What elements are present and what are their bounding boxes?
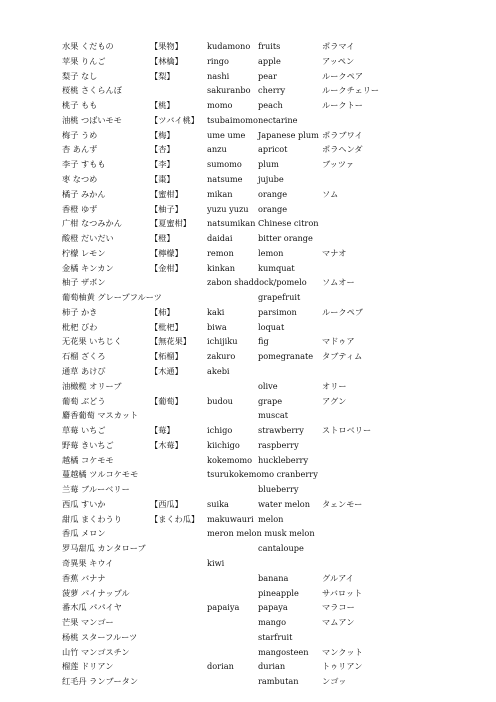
- romaji-cell: zakuro: [207, 351, 236, 362]
- romaji-cell: kudamono: [207, 41, 251, 51]
- english-cell: loquat: [258, 321, 285, 332]
- english-cell: blueberry: [258, 484, 299, 495]
- katakana-cell: ルークペブ: [322, 306, 363, 317]
- romaji-cell: ichigo: [207, 425, 233, 435]
- chinese-japanese-cell: 葡萄柚黄 グレープフルーツ: [62, 292, 162, 303]
- romaji-cell: sakuranbo: [207, 85, 251, 96]
- katakana-cell: ソムオー: [322, 277, 355, 288]
- chinese-japanese-cell: 红毛丹 ランブータン: [62, 676, 139, 687]
- english-cell: rambutan: [258, 676, 299, 687]
- romaji-cell: tsubaimomo: [207, 114, 258, 125]
- fruit-row: [0, 172, 496, 186]
- kanji-cell: 【李】: [150, 159, 175, 170]
- english-cell: cherry: [258, 85, 286, 96]
- fruit-row: [0, 556, 496, 570]
- chinese-japanese-cell: 柚子 ザボン: [62, 277, 106, 288]
- english-cell: grapefruit: [258, 292, 301, 303]
- english-cell: pomegranate: [258, 351, 314, 362]
- fruit-row: [0, 659, 496, 673]
- chinese-japanese-cell: 桜桃 さくらんぼ: [62, 85, 122, 96]
- chinese-japanese-cell: 梨子 なし: [62, 70, 98, 81]
- romaji-cell: kiwi: [207, 557, 225, 568]
- fruit-row: [0, 541, 496, 555]
- english-cell: starfruit: [258, 631, 293, 642]
- kanji-cell: 【夏蜜柑】: [150, 218, 191, 229]
- romaji-cell: kaki: [207, 306, 225, 317]
- romaji-cell: natsume: [207, 173, 243, 184]
- chinese-japanese-cell: 罗马甜瓜 カンタローブ: [62, 543, 146, 554]
- fruit-row: [0, 379, 496, 393]
- english-cell: kumquat: [258, 262, 295, 273]
- romaji-cell: ringo: [207, 55, 229, 66]
- english-cell: parsimon: [258, 306, 297, 317]
- kanji-cell: 【果物】: [150, 41, 183, 51]
- fruit-row: [0, 423, 496, 437]
- fruit-row: [0, 142, 496, 156]
- fruit-row: [0, 453, 496, 467]
- romaji-cell: akebi: [207, 365, 230, 376]
- katakana-cell: オリー: [322, 380, 347, 391]
- kanji-cell: 【無花果】: [150, 336, 191, 347]
- chinese-japanese-cell: 梅子 うめ: [62, 129, 98, 140]
- kanji-cell: 【葡萄】: [150, 395, 183, 406]
- chinese-japanese-cell: 柠檬 レモン: [62, 247, 106, 258]
- chinese-japanese-cell: 葡萄 ぶどう: [62, 395, 106, 406]
- chinese-japanese-cell: 兰莓 ブルーベリー: [62, 484, 130, 495]
- chinese-japanese-cell: 广柑 なつみかん: [62, 218, 122, 229]
- katakana-cell: サバロット: [322, 587, 363, 598]
- chinese-japanese-cell: 香橙 ゆず: [62, 203, 98, 214]
- katakana-cell: マムアン: [322, 617, 355, 627]
- kanji-cell: 【まくわ瓜】: [150, 513, 200, 524]
- english-cell: pineapple: [258, 587, 299, 598]
- romaji-cell: tsurukokemomo cranberry: [207, 469, 318, 480]
- fruit-row: [0, 674, 496, 688]
- kanji-cell: 【柚子】: [150, 203, 183, 214]
- romaji-cell: remon: [207, 247, 234, 258]
- fruit-row: [0, 246, 496, 260]
- katakana-cell: ストロベリー: [322, 425, 372, 435]
- fruit-row: [0, 526, 496, 540]
- romaji-cell: sumomo: [207, 159, 242, 170]
- fruit-row: [0, 497, 496, 511]
- chinese-japanese-cell: 橘子 みかん: [62, 188, 106, 199]
- katakana-cell: ソム: [322, 188, 339, 199]
- katakana-cell: アッペン: [322, 55, 355, 66]
- kanji-cell: 【莓】: [150, 425, 175, 435]
- romaji-cell: budou: [207, 395, 233, 406]
- chinese-japanese-cell: 西瓜 すいか: [62, 498, 106, 509]
- romaji-cell: nashi: [207, 70, 230, 81]
- chinese-japanese-cell: 枇杷 びわ: [62, 321, 98, 332]
- chinese-japanese-cell: 石榴 ざくろ: [62, 351, 106, 362]
- kanji-cell: 【枇杷】: [150, 321, 183, 332]
- english-cell: lemon: [258, 247, 284, 258]
- chinese-japanese-cell: 金橘 キンカン: [62, 262, 114, 273]
- kanji-cell: 【木通】: [150, 365, 183, 376]
- fruit-row: [0, 349, 496, 363]
- fruit-row: [0, 394, 496, 408]
- english-cell: jujube: [258, 173, 284, 184]
- chinese-japanese-cell: 香瓜 メロン: [62, 528, 106, 539]
- kanji-cell: 【橙】: [150, 233, 175, 243]
- chinese-japanese-cell: 柿子 かき: [62, 306, 98, 317]
- romaji-cell: meron melon musk melon: [207, 528, 315, 539]
- kanji-cell: 【ツバイ桃】: [150, 114, 199, 125]
- chinese-japanese-cell: 菠萝 パイナップル: [62, 587, 130, 598]
- katakana-cell: ポラブワイ: [322, 129, 363, 140]
- english-cell: nectarine: [258, 114, 298, 125]
- fruit-row: [0, 467, 496, 481]
- kanji-cell: 【柘榴】: [150, 351, 183, 362]
- chinese-japanese-cell: 酸橙 だいだい: [62, 233, 114, 243]
- chinese-japanese-cell: 甜瓜 まくわうり: [62, 513, 122, 524]
- chinese-japanese-cell: 李子 すもも: [62, 159, 106, 170]
- fruit-row: [0, 305, 496, 319]
- fruit-row: [0, 231, 496, 245]
- fruit-row: [0, 334, 496, 348]
- kanji-cell: 【梨】: [150, 70, 175, 81]
- chinese-japanese-cell: 无花果 いちじく: [62, 336, 122, 347]
- katakana-cell: トゥリアン: [322, 661, 363, 672]
- english-cell: strawberry: [258, 425, 304, 435]
- kanji-cell: 【桃】: [150, 100, 175, 111]
- romaji-cell: suika: [207, 498, 229, 509]
- fruit-row: [0, 261, 496, 275]
- katakana-cell: ンゴッ: [322, 676, 347, 687]
- kanji-cell: 【檸檬】: [150, 247, 183, 258]
- english-cell: apricot: [258, 144, 288, 155]
- katakana-cell: タブティム: [322, 351, 363, 362]
- chinese-japanese-cell: 杨桃 スターフルーツ: [62, 631, 138, 642]
- fruit-row: [0, 408, 496, 422]
- english-cell: peach: [258, 100, 283, 111]
- romaji-cell: zabon shaddock/pomelo: [207, 277, 307, 288]
- katakana-cell: マンクット: [322, 646, 363, 657]
- fruit-row: [0, 320, 496, 334]
- fruit-row: [0, 69, 496, 83]
- katakana-cell: グルアイ: [322, 572, 354, 583]
- romaji-cell: yuzu yuzu: [207, 203, 249, 214]
- english-cell: papaya: [258, 602, 288, 613]
- english-cell: mangosteen: [258, 646, 309, 657]
- romaji-cell: biwa: [207, 321, 227, 332]
- english-cell: banana: [258, 572, 289, 583]
- fruit-row: [0, 615, 496, 629]
- chinese-japanese-cell: 油桃 つばいモモ: [62, 114, 122, 125]
- english-cell: Japanese plum: [258, 129, 319, 140]
- katakana-cell: ルークペア: [322, 70, 363, 81]
- katakana-cell: ルークチェリー: [322, 85, 380, 96]
- fruit-row: [0, 216, 496, 230]
- romaji-cell: ume ume: [207, 129, 246, 140]
- katakana-cell: ブッツァ: [322, 159, 355, 170]
- chinese-japanese-cell: 山竹 マンゴスチン: [62, 646, 130, 657]
- fruit-row: [0, 364, 496, 378]
- katakana-cell: ポラマイ: [322, 41, 355, 51]
- chinese-japanese-cell: 番木瓜 パパイヤ: [62, 602, 122, 613]
- chinese-japanese-cell: 枣 なつめ: [62, 173, 98, 184]
- chinese-japanese-cell: 油橄榄 オリーブ: [62, 380, 122, 391]
- fruit-row: [0, 83, 496, 97]
- fruit-row: [0, 157, 496, 171]
- fruit-row: [0, 586, 496, 600]
- fruit-row: [0, 98, 496, 112]
- chinese-japanese-cell: 桃子 もも: [62, 100, 98, 111]
- katakana-cell: マラコー: [322, 602, 355, 613]
- katakana-cell: ポラヘンダ: [322, 144, 363, 155]
- english-cell: fig: [258, 336, 269, 347]
- fruit-row: [0, 571, 496, 585]
- kanji-cell: 【木莓】: [150, 439, 183, 450]
- romaji-cell: makuwauri: [207, 513, 254, 524]
- chinese-japanese-cell: 杏 あんず: [62, 144, 98, 155]
- fruit-row: [0, 54, 496, 68]
- romaji-cell: momo: [207, 100, 233, 111]
- english-cell: pear: [258, 70, 277, 81]
- chinese-japanese-cell: 蔓越橘 ツルコケモモ: [62, 469, 139, 480]
- english-cell: fruits: [258, 41, 281, 51]
- kanji-cell: 【梅】: [150, 129, 175, 140]
- english-cell: bitter orange: [258, 233, 313, 243]
- fruit-row: [0, 512, 496, 526]
- katakana-cell: アグン: [322, 395, 347, 406]
- chinese-japanese-cell: 草莓 いちご: [62, 425, 106, 435]
- katakana-cell: マドゥア: [322, 336, 355, 347]
- chinese-japanese-cell: 奇異果 キウイ: [62, 557, 114, 568]
- romaji-cell: kokemomo: [207, 454, 253, 465]
- kanji-cell: 【柿】: [150, 306, 175, 317]
- chinese-japanese-cell: 香蕉 バナナ: [62, 572, 106, 583]
- chinese-japanese-cell: 芒果 マンゴー: [62, 617, 114, 627]
- katakana-cell: マナオ: [322, 247, 347, 258]
- english-cell: durian: [258, 661, 286, 672]
- fruit-row: [0, 630, 496, 644]
- english-cell: raspberry: [258, 439, 299, 450]
- chinese-japanese-cell: 麝香葡萄 マスカット: [62, 410, 139, 421]
- kanji-cell: 【棗】: [150, 173, 175, 184]
- fruit-row: [0, 39, 496, 53]
- chinese-japanese-cell: 野莓 きいちご: [62, 439, 114, 450]
- kanji-cell: 【蜜柑】: [150, 188, 183, 199]
- fruit-row: [0, 438, 496, 452]
- romaji-cell: natsumikan: [207, 218, 256, 229]
- english-cell: huckleberry: [258, 454, 309, 465]
- romaji-cell: ichijiku: [207, 336, 238, 347]
- fruit-row: [0, 113, 496, 127]
- english-cell: apple: [258, 55, 281, 66]
- chinese-japanese-cell: 水果 くだもの: [62, 41, 114, 51]
- english-cell: Chinese citron: [258, 218, 319, 229]
- fruit-row: [0, 128, 496, 142]
- fruit-row: [0, 275, 496, 289]
- chinese-japanese-cell: 榴莲 ドリアン: [62, 661, 114, 672]
- romaji-cell: mikan: [207, 188, 233, 199]
- chinese-japanese-cell: 通草 あけび: [62, 365, 106, 376]
- english-cell: grape: [258, 395, 283, 406]
- fruit-row: [0, 202, 496, 216]
- romaji-cell: daidai: [207, 233, 233, 243]
- romaji-cell: papaiya: [207, 602, 240, 613]
- fruit-row: [0, 187, 496, 201]
- fruit-row: [0, 482, 496, 496]
- katakana-cell: ルークトー: [322, 100, 363, 111]
- english-cell: melon: [258, 513, 284, 524]
- romaji-cell: kiichigo: [207, 439, 240, 450]
- english-cell: olive: [258, 380, 278, 391]
- english-cell: muscat: [258, 410, 288, 421]
- english-cell: mango: [258, 617, 287, 627]
- romaji-cell: dorian: [207, 661, 234, 672]
- english-cell: orange: [258, 203, 288, 214]
- english-cell: cantaloupe: [258, 543, 304, 554]
- kanji-cell: 【金柑】: [150, 262, 183, 273]
- fruit-row: [0, 600, 496, 614]
- english-cell: plum: [258, 159, 279, 170]
- romaji-cell: kinkan: [207, 262, 235, 273]
- romaji-cell: anzu: [207, 144, 227, 155]
- chinese-japanese-cell: 越橘 コケモモ: [62, 454, 114, 465]
- chinese-japanese-cell: 苹果 りんご: [62, 55, 106, 66]
- english-cell: water melon: [258, 498, 310, 509]
- fruit-row: [0, 290, 496, 304]
- kanji-cell: 【杏】: [150, 144, 175, 155]
- kanji-cell: 【林檎】: [150, 55, 183, 66]
- kanji-cell: 【西瓜】: [150, 498, 183, 509]
- katakana-cell: タェンモー: [322, 498, 363, 509]
- fruit-row: [0, 645, 496, 659]
- english-cell: orange: [258, 188, 288, 199]
